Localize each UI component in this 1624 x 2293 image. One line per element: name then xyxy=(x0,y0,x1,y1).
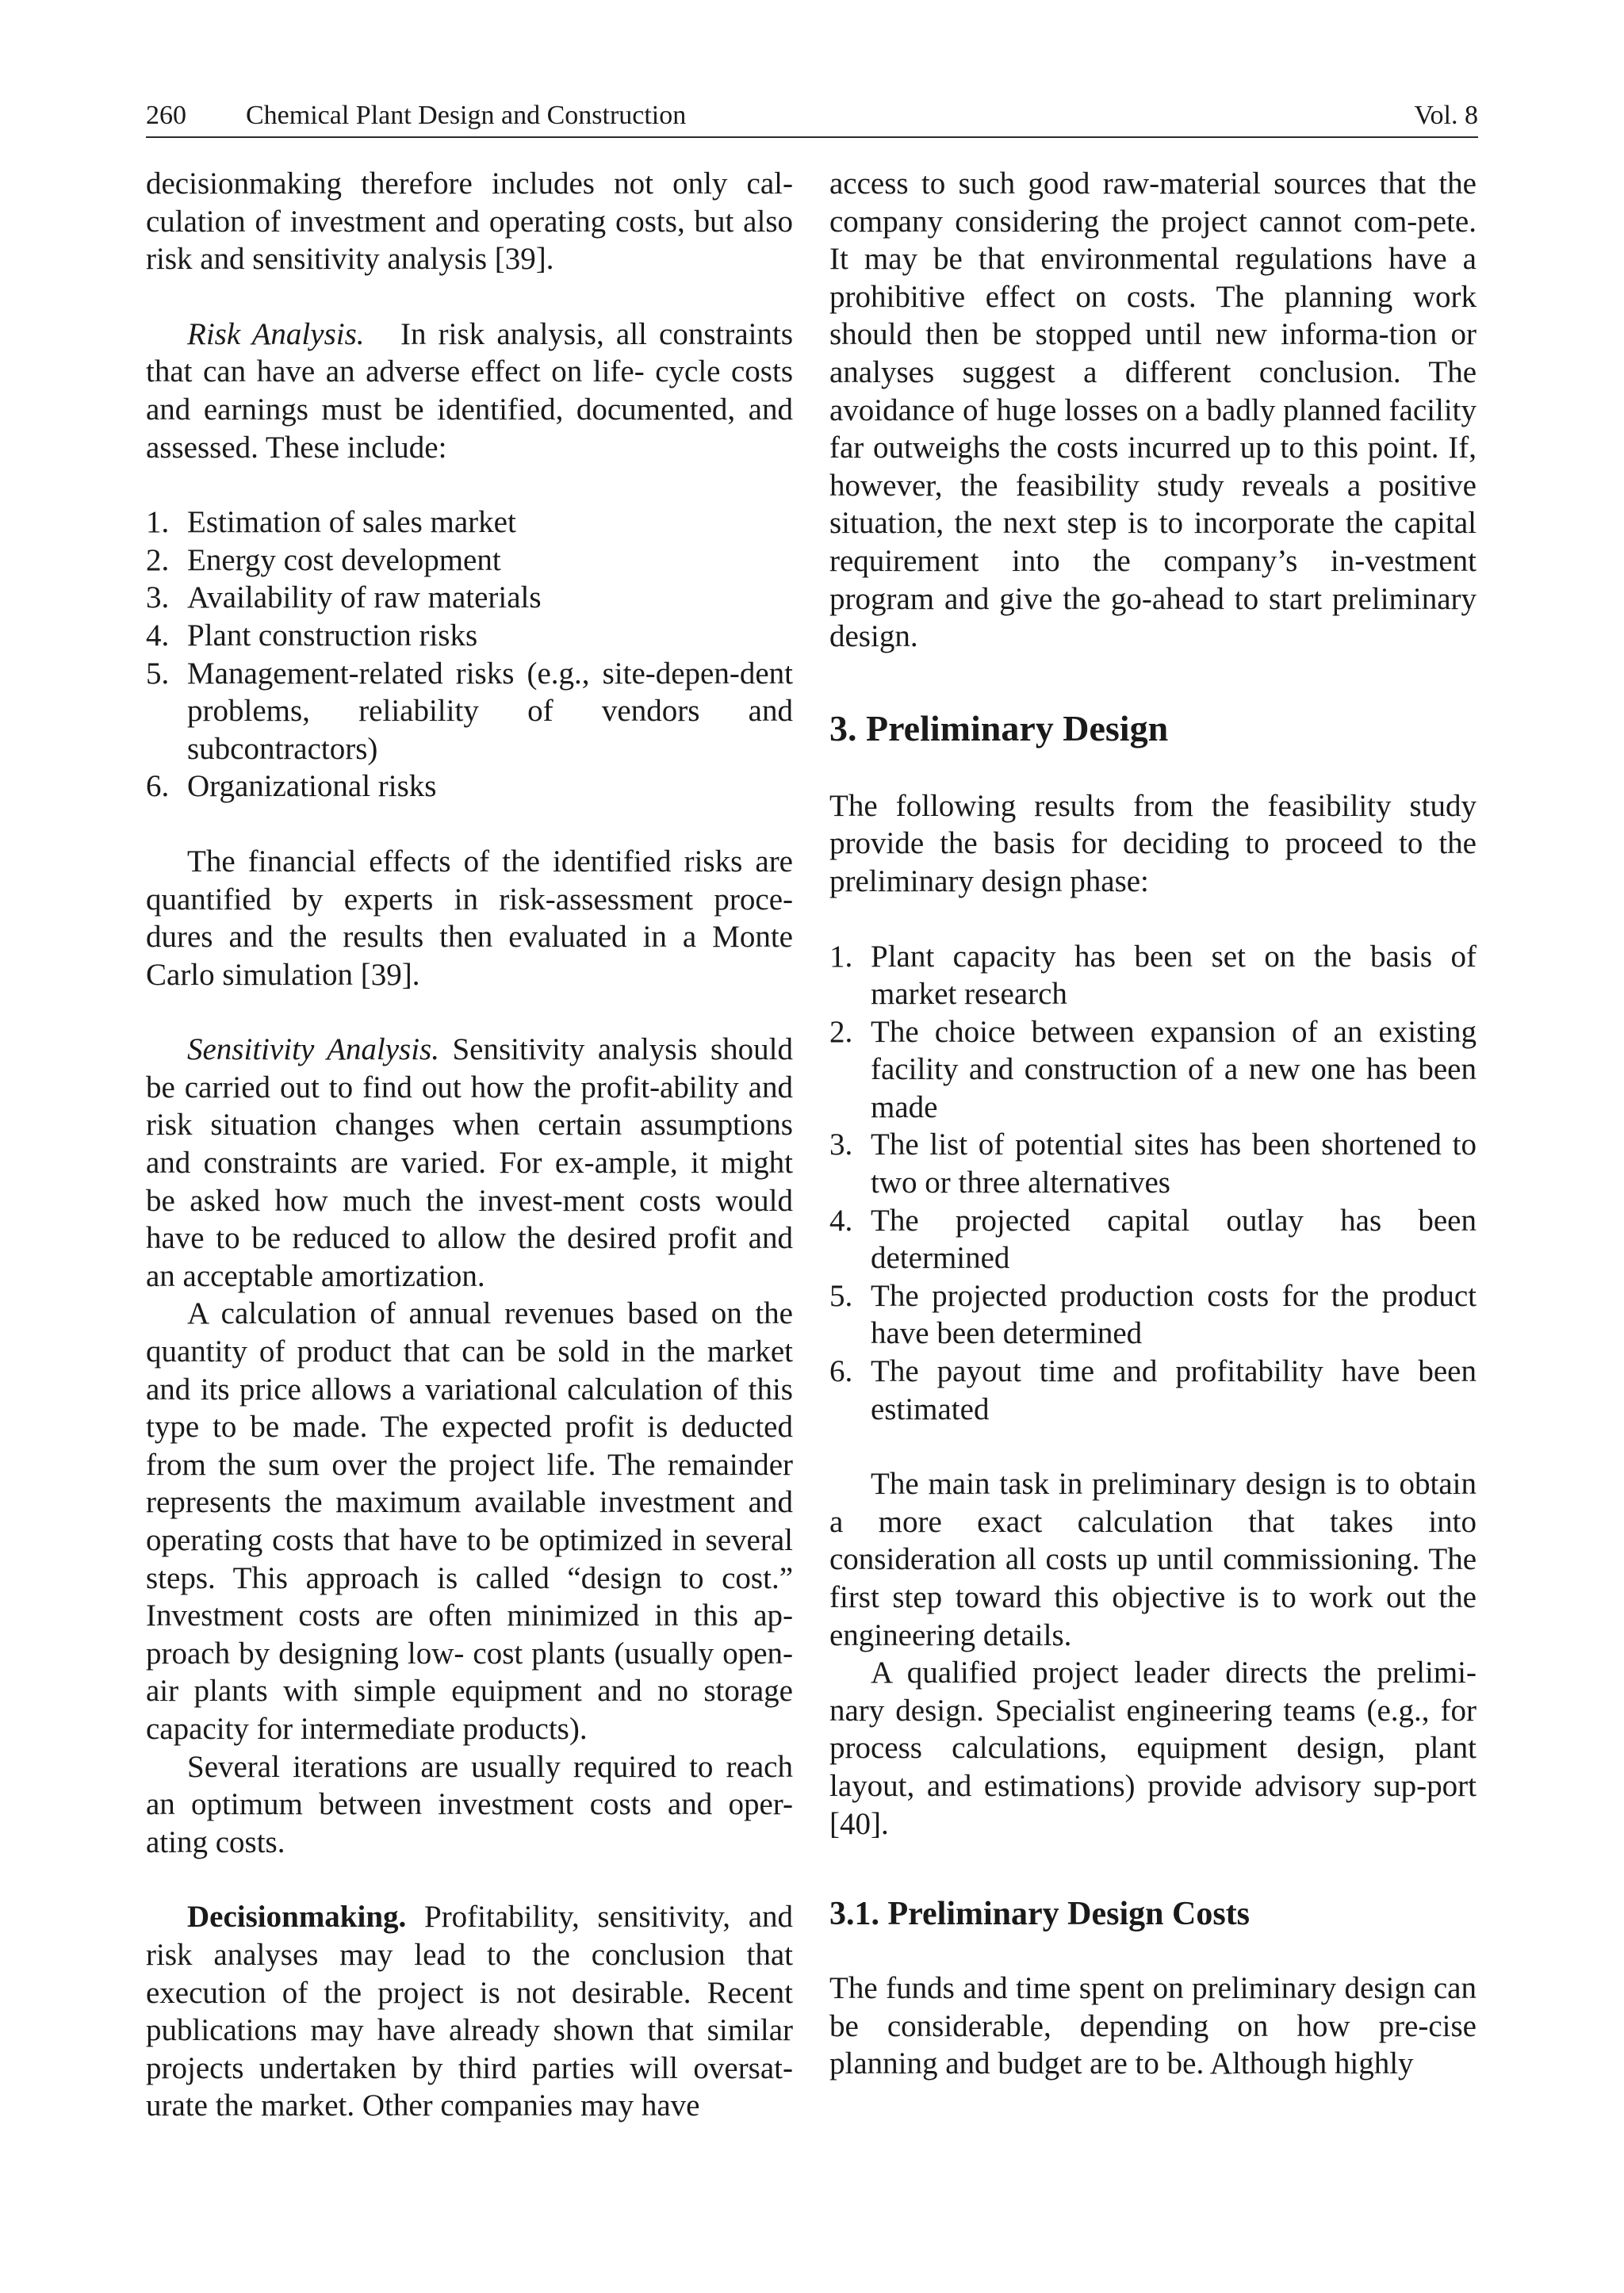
paragraph-project-leader: A qualified project leader directs the prelimi-nary design. Specialist engineering teams (e.g., for process calculations, equipment design, plant layout, and estimations) provide advisory sup-port [40]. xyxy=(829,1656,1477,1841)
list-item xyxy=(146,768,793,806)
list-item xyxy=(829,1277,1477,1353)
list-item xyxy=(829,1013,1477,1127)
list-item-number: 5. xyxy=(146,656,170,691)
list-item xyxy=(829,1202,1477,1277)
paragraph-risk-analysis xyxy=(146,316,793,466)
right-column xyxy=(829,165,1477,2083)
decisionmaking-heading: Decisionmaking. xyxy=(187,1900,407,1935)
list-item xyxy=(829,1126,1477,1201)
list-item-number: 2. xyxy=(829,1014,853,1049)
list-item xyxy=(146,617,793,655)
paragraph-decisionmaking-intro: decisionmaking therefore includes not only cal-culation of investment and operating costs, but also risk and sensitivity analysis [39]. xyxy=(146,167,793,277)
decisionmaking-text: Profitability, sensitivity, and risk analyses may lead to the conclusion that execution of the project is not desirable. Recent publications may have already shown that similar projects undertaken by third parties will oversat-urate the market. Other companies may have xyxy=(146,1900,794,2123)
list-item-number: 1. xyxy=(829,939,853,974)
list-item-text: Organizational risks xyxy=(187,769,437,804)
paragraph-raw-material-access: access to such good raw-material sources that the company considering the project cannot com-pete. It may be that environmental regulations have a prohibitive effect on costs. The planning work should then be stopped until new informa-tion or analyses suggest a different conclusion. The avoidance of huge losses on a badly planned facility far outweighs the costs incurred up to this point. If, however, the feasibility study reveals a positive situation, the next step is to incorporate the capital requirement into the company’s in-vestment program and give the go-ahead to start preliminary design. xyxy=(829,167,1477,654)
list-item-text: Plant construction risks xyxy=(187,618,478,653)
running-title: Chemical Plant Design and Construction xyxy=(246,101,687,130)
list-item xyxy=(146,503,793,542)
paragraph-feasibility-results: The following results from the feasibility study provide the basis for deciding to proceed to the preliminary design phase: xyxy=(829,788,1477,898)
list-item-number: 1. xyxy=(146,505,170,540)
list-item-number: 2. xyxy=(146,542,170,577)
list-item-number: 4. xyxy=(829,1203,853,1238)
list-item-number: 3. xyxy=(146,580,170,615)
list-item-text: Estimation of sales market xyxy=(187,505,516,540)
paragraph-iterations: Several iterations are usually required to reach an optimum between investment costs and oper-ating costs. xyxy=(146,1749,793,1859)
list-item-number: 5. xyxy=(829,1278,853,1313)
list-item xyxy=(829,938,1477,1013)
paragraph-sensitivity-analysis xyxy=(146,1031,793,1295)
subsection-heading: 3.1. Preliminary Design Costs xyxy=(829,1896,1251,1933)
left-column xyxy=(146,165,793,2125)
list-item-number: 6. xyxy=(146,769,170,804)
paragraph-decisionmaking xyxy=(146,1898,793,2125)
risk-analysis-text: In risk analysis, all constraints that can have an adverse effect on life- cycle costs and earnings must be identified, documented, and assessed. These include: xyxy=(146,316,793,465)
list-item xyxy=(146,579,793,617)
paragraph-annual-revenues: A calculation of annual revenues based on the quantity of product that can be sold in the market and its price allows a variational calculation of this type to be made. The expected profit is deducted from the sum over the project life. The remainder represents the maximum available investment and operating costs that have to be optimized in several steps. This approach is called “design to cost.” Investment costs are often minimized in this ap-proach by designing low- cost plants (usually open-air plants with simple equipment and no storage capacity for intermediate products). xyxy=(146,1296,793,1746)
list-item-text: Energy cost development xyxy=(187,542,501,577)
paragraph-funds-and-time: The funds and time spent on preliminary design can be considerable, depending on how pre-cise planning and budget are to be. Although highly xyxy=(829,1971,1477,2081)
paragraph-main-task: The main task in preliminary design is to obtain a more exact calculation that takes into consideration all costs up until commissioning. The first step toward this objective is to work out the engineering details. xyxy=(829,1467,1477,1652)
list-item xyxy=(146,542,793,580)
sensitivity-analysis-text: Sensitivity analysis should be carried out to find out how the profit-ability and risk situation changes when certain assumptions and constraints are varied. For ex-ample, it might be asked how much the invest-ment costs would have to be reduced to allow the desired profit and an acceptable amortization. xyxy=(146,1032,793,1293)
list-item-text: The projected production costs for the product have been determined xyxy=(871,1278,1477,1351)
paragraph-financial-effects: The financial effects of the identified risks are quantified by experts in risk-assessment proce-dures and the results then evaluated in a Monte Carlo simulation [39]. xyxy=(146,844,793,992)
running-header xyxy=(146,95,1478,138)
list-item xyxy=(146,655,793,768)
sensitivity-analysis-heading: Sensitivity Analysis. xyxy=(187,1032,439,1067)
list-item-text: The choice between expansion of an existing facility and construction of a new one has been made xyxy=(871,1014,1477,1124)
volume-label: Vol. 8 xyxy=(1414,101,1478,130)
list-item-number: 6. xyxy=(829,1354,853,1389)
list-item-text: Availability of raw materials xyxy=(187,580,542,615)
risk-analysis-heading: Risk Analysis. xyxy=(187,316,365,351)
results-list xyxy=(829,938,1477,1429)
list-item-text: The payout time and profitability have been estimated xyxy=(871,1354,1477,1426)
risk-list xyxy=(146,503,793,806)
list-item-text: The projected capital outlay has been determined xyxy=(871,1203,1477,1276)
list-item-number: 3. xyxy=(829,1127,853,1162)
list-item-number: 4. xyxy=(146,618,170,653)
section-heading: 3. Preliminary Design xyxy=(829,707,1169,748)
list-item xyxy=(829,1353,1477,1428)
page-number: 260 xyxy=(146,101,186,130)
list-item-text: Plant capacity has been set on the basis of market research xyxy=(871,939,1477,1012)
list-item-text: The list of potential sites has been shortened to two or three alternatives xyxy=(871,1127,1477,1200)
list-item-text: Management-related risks (e.g., site-depen-dent problems, reliability of vendors and subcontractors) xyxy=(187,656,793,766)
